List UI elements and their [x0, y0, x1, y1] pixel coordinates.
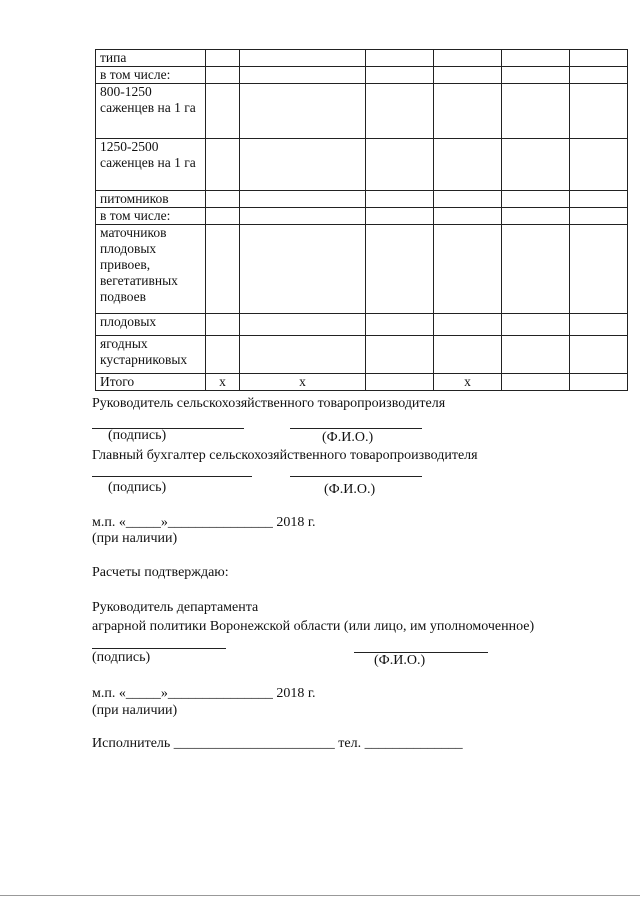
table-cell [570, 208, 628, 225]
stamp-note: (при наличии) [92, 531, 178, 546]
table-row [96, 208, 628, 225]
table-cell [366, 84, 434, 139]
confirmation-text: Расчеты подтверждаю: [92, 565, 229, 580]
executor-line: Исполнитель _______________________ тел. ______________ [92, 736, 463, 751]
signature-caption: (подпись) [108, 428, 167, 443]
table-row [96, 225, 628, 314]
name-caption: (Ф.И.О.) [374, 653, 426, 668]
table-cell [570, 84, 628, 139]
table-cell [206, 336, 240, 374]
name-caption: (Ф.И.О.) [322, 430, 374, 445]
table-row [96, 336, 628, 374]
table-cell [206, 139, 240, 191]
signature-line [92, 476, 252, 477]
table-cell [570, 314, 628, 336]
table-cell [502, 374, 570, 391]
table-cell [502, 314, 570, 336]
table-cell [434, 67, 502, 84]
table-cell [570, 374, 628, 391]
signature-line [92, 648, 226, 649]
table-cell [206, 314, 240, 336]
table-cell [502, 336, 570, 374]
name-line [290, 476, 422, 477]
table-cell [502, 225, 570, 314]
row-label: типа [96, 50, 206, 67]
table-cell: x [206, 374, 240, 391]
table-row [96, 314, 628, 336]
table-cell [434, 84, 502, 139]
table-cell [366, 314, 434, 336]
table-cell [366, 336, 434, 374]
table-cell [240, 191, 366, 208]
table-cell [206, 191, 240, 208]
table-cell [240, 67, 366, 84]
table-row [96, 374, 628, 391]
table-cell [570, 191, 628, 208]
name-line [290, 428, 422, 429]
row-label: маточников плодовых привоев, вегетативных подвоев [96, 225, 206, 314]
table-cell [240, 139, 366, 191]
head-farm-title: Руководитель сельскохозяйственного товаропроизводителя [92, 396, 446, 411]
table-cell: x [434, 374, 502, 391]
table-cell [434, 208, 502, 225]
table-cell [240, 84, 366, 139]
table-cell [434, 191, 502, 208]
table-cell [570, 225, 628, 314]
table-cell [240, 50, 366, 67]
table-cell [366, 208, 434, 225]
table-cell [502, 67, 570, 84]
row-label: 1250-2500 саженцев на 1 га [96, 139, 206, 191]
table-cell [434, 336, 502, 374]
table-cell [434, 139, 502, 191]
table-cell [502, 208, 570, 225]
table-cell [434, 225, 502, 314]
table-cell [206, 225, 240, 314]
signature-caption: (подпись) [108, 480, 167, 495]
page-bottom-divider [0, 895, 640, 896]
signature-caption: (подпись) [92, 650, 151, 665]
table-cell [366, 67, 434, 84]
table-cell [366, 374, 434, 391]
table-cell [366, 139, 434, 191]
row-label: плодовых [96, 314, 206, 336]
table-cell [570, 50, 628, 67]
table-cell [240, 314, 366, 336]
table-row [96, 67, 628, 84]
chief-accountant-title: Главный бухгалтер сельскохозяйственного товаропроизводителя [92, 448, 478, 463]
stamp-date-line: м.п. «_____»_______________ 2018 г. [92, 515, 316, 530]
table-body [96, 50, 628, 391]
table-row [96, 191, 628, 208]
table-cell [502, 191, 570, 208]
row-label: в том числе: [96, 67, 206, 84]
table-cell [240, 336, 366, 374]
row-label: 800-1250 саженцев на 1 га [96, 84, 206, 139]
table-cell [206, 84, 240, 139]
table-cell [570, 139, 628, 191]
table-cell [366, 50, 434, 67]
row-label: Итого [96, 374, 206, 391]
row-label: ягодных кустарниковых [96, 336, 206, 374]
table-cell [502, 84, 570, 139]
table-cell [366, 225, 434, 314]
table-cell [206, 67, 240, 84]
table-cell [240, 225, 366, 314]
table-cell [206, 50, 240, 67]
name-caption: (Ф.И.О.) [324, 482, 376, 497]
table-row [96, 50, 628, 67]
stamp-note: (при наличии) [92, 703, 178, 718]
table-cell [434, 314, 502, 336]
table-cell [434, 50, 502, 67]
department-title-line2: аграрной политики Воронежской области (или лицо, им уполномоченное) [92, 619, 535, 634]
table-row [96, 139, 628, 191]
department-title-line1: Руководитель департамента [92, 600, 259, 615]
table-cell [240, 208, 366, 225]
table-cell: x [240, 374, 366, 391]
row-label: в том числе: [96, 208, 206, 225]
table-cell [206, 208, 240, 225]
table-cell [570, 336, 628, 374]
table-cell [502, 50, 570, 67]
table-row [96, 84, 628, 139]
row-label: питомников [96, 191, 206, 208]
table-cell [366, 191, 434, 208]
subsidy-table [95, 49, 628, 391]
table-cell [570, 67, 628, 84]
stamp-date-line: м.п. «_____»_______________ 2018 г. [92, 686, 316, 701]
table-cell [502, 139, 570, 191]
